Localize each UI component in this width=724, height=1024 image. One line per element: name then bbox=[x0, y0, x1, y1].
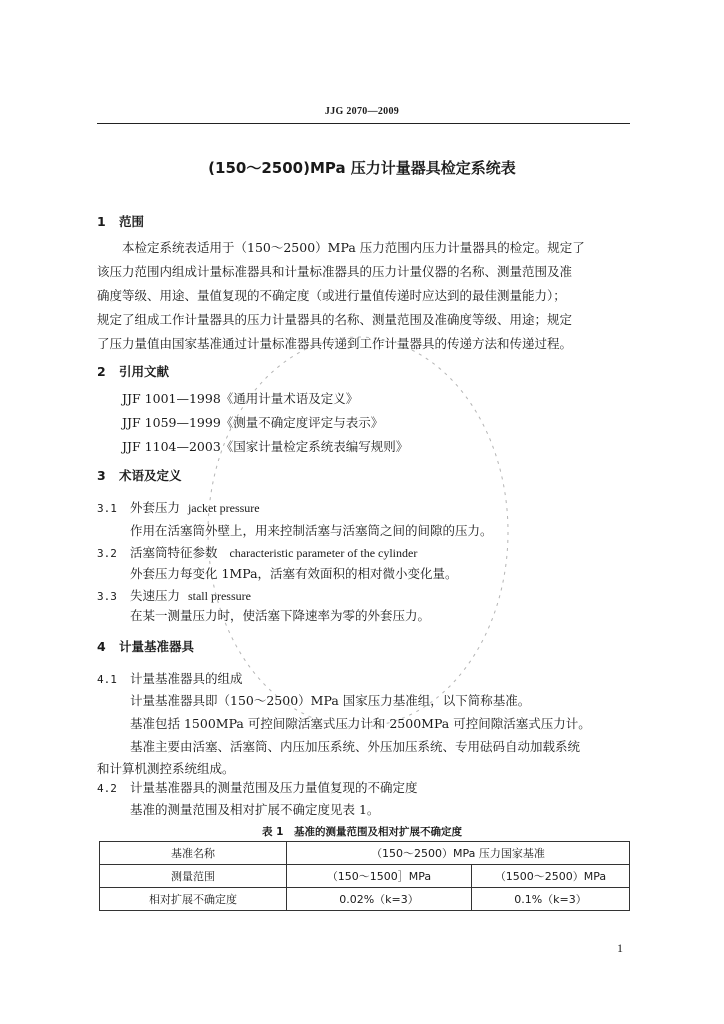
term-3-1-heading bbox=[97, 498, 260, 516]
term-number: 3.2 bbox=[97, 547, 117, 560]
term-definition: 在某一测量压力时，使活塞下降速率为零的外套压力。 bbox=[130, 608, 431, 623]
paragraph-line: 规定了组成工作计量器具的压力计量器具的名称、测量范围及准确度等级、用途；规定 bbox=[97, 312, 573, 327]
paragraph-line: 本检定系统表适用于（150～2500）MPa 压力范围内压力计量器具的检定。规定了 bbox=[122, 240, 585, 255]
table-cell: 0.02%（k=3） bbox=[287, 888, 472, 911]
section-number: 2 bbox=[97, 364, 106, 379]
paragraph-line: 基准的测量范围及相对扩展不确定度见表 1。 bbox=[130, 802, 380, 817]
table-header-cell: 相对扩展不确定度 bbox=[100, 888, 287, 911]
standard-code: JJG 2070—2009 bbox=[324, 106, 400, 117]
paragraph-line: 和计算机测控系统组成。 bbox=[97, 761, 235, 776]
subsection-number: 4.1 bbox=[97, 673, 117, 686]
header-rule bbox=[97, 123, 630, 124]
subsection-4-2-heading bbox=[97, 778, 418, 796]
reference-item: JJF 1001—1998《通用计量术语及定义》 bbox=[122, 391, 359, 406]
table-row bbox=[100, 842, 630, 865]
table-1 bbox=[99, 841, 630, 911]
paragraph-line: 该压力范围内组成计量标准器具和计量标准器具的压力计量仪器的名称、测量范围及准 bbox=[97, 264, 573, 279]
section-2-heading bbox=[97, 362, 169, 380]
paragraph-line: 计量基准器具即（150～2500）MPa 国家压力基准组，以下简称基准。 bbox=[130, 693, 531, 708]
table-row bbox=[100, 888, 630, 911]
document-title: (150～2500)MPa 压力计量器具检定系统表 bbox=[208, 159, 516, 177]
term-en: jacket pressure bbox=[187, 501, 260, 515]
section-title: 范围 bbox=[119, 214, 145, 229]
table-cell: （150～2500）MPa 压力国家基准 bbox=[287, 842, 630, 865]
term-zh: 失速压力 bbox=[130, 588, 181, 603]
table-header-cell: 基准名称 bbox=[100, 842, 287, 865]
section-number: 1 bbox=[97, 214, 106, 229]
subsection-title: 计量基准器具的组成 bbox=[130, 671, 243, 686]
paragraph-line: 确度等级、用途、量值复现的不确定度（或进行量值传递时应达到的最佳测量能力）； bbox=[97, 288, 566, 303]
table-header-cell: 测量范围 bbox=[100, 865, 287, 888]
term-definition: 外套压力每变化 1MPa，活塞有效面积的相对微小变化量。 bbox=[130, 566, 458, 581]
term-3-2-heading bbox=[97, 543, 417, 561]
subsection-number: 4.2 bbox=[97, 782, 117, 795]
section-title: 术语及定义 bbox=[119, 468, 182, 483]
term-zh: 活塞筒特征参数 bbox=[130, 545, 218, 560]
section-title: 计量基准器具 bbox=[119, 639, 195, 654]
table-caption: 表 1 基准的测量范围及相对扩展不确定度 bbox=[262, 826, 462, 838]
paragraph-line: 基准主要由活塞、活塞筒、内压加压系统、外压加压系统、专用砝码自动加载系统 bbox=[130, 739, 581, 754]
term-en: characteristic parameter of the cylinder bbox=[229, 546, 418, 560]
table-cell: （1500～2500）MPa bbox=[472, 865, 630, 888]
table-row bbox=[100, 865, 630, 888]
term-number: 3.1 bbox=[97, 502, 117, 515]
subsection-title: 计量基准器具的测量范围及压力量值复现的不确定度 bbox=[130, 780, 418, 795]
section-1-heading bbox=[97, 212, 144, 230]
subsection-4-1-heading bbox=[97, 669, 243, 687]
paragraph-line: 了压力量值由国家基准通过计量标准器具传递到工作计量器具的传递方法和传递过程。 bbox=[97, 336, 573, 351]
term-definition: 作用在活塞筒外壁上，用来控制活塞与活塞筒之间的间隙的压力。 bbox=[130, 523, 493, 538]
term-en: stall pressure bbox=[187, 589, 251, 603]
section-3-heading bbox=[97, 466, 182, 484]
section-4-heading bbox=[97, 637, 194, 655]
paragraph-line: 基准包括 1500MPa 可控间隙活塞式压力计和 2500MPa 可控间隙活塞式压力计。 bbox=[130, 716, 591, 731]
term-zh: 外套压力 bbox=[130, 500, 181, 515]
term-3-3-heading bbox=[97, 586, 251, 604]
section-number: 4 bbox=[97, 639, 106, 654]
section-number: 3 bbox=[97, 468, 106, 483]
term-number: 3.3 bbox=[97, 590, 117, 603]
table-cell: 0.1%（k=3） bbox=[472, 888, 630, 911]
reference-item: JJF 1104—2003《国家计量检定系统表编写规则》 bbox=[122, 439, 409, 454]
table-cell: （150～1500］MPa bbox=[287, 865, 472, 888]
section-title: 引用文献 bbox=[119, 364, 170, 379]
reference-item: JJF 1059—1999《测量不确定度评定与表示》 bbox=[122, 415, 384, 430]
page-number: 1 bbox=[617, 941, 623, 955]
